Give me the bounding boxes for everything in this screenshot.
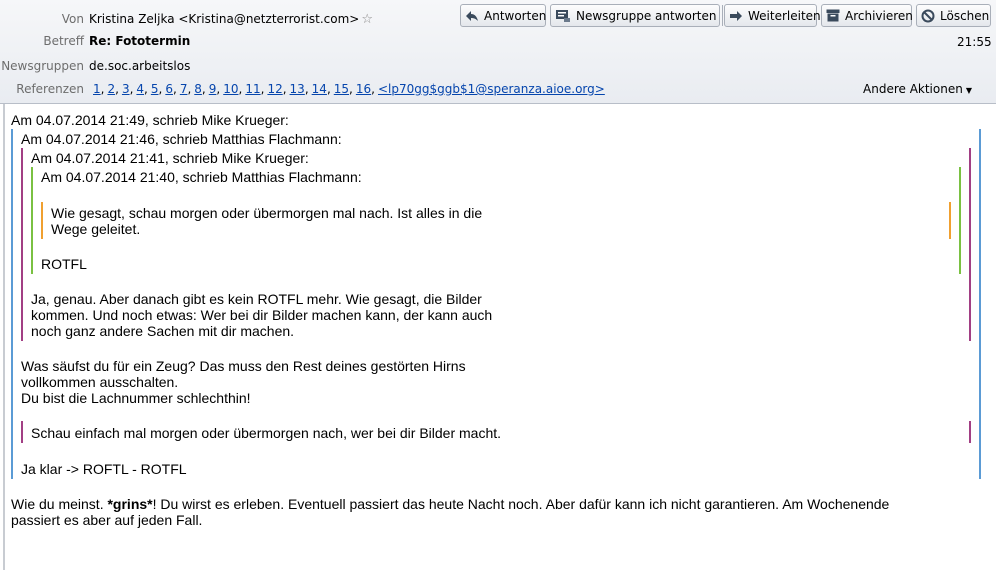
quoted-text-line: Ja, genau. Aber danach gibt es kein ROTFL mehr. Wie gesagt, die Bilder bbox=[31, 291, 482, 307]
quote-bar-level4 bbox=[41, 202, 43, 239]
quoted-text-line: Du bist die Lachnummer schlechthin! bbox=[21, 390, 251, 406]
forward-label: Weiterleiten bbox=[748, 8, 821, 23]
quote-bar-level1 bbox=[11, 129, 13, 479]
quote-bar-level2b bbox=[21, 421, 23, 443]
reference-link[interactable]: 16 bbox=[355, 82, 372, 96]
star-icon[interactable]: ☆ bbox=[361, 12, 374, 27]
quote-bar-level4-right bbox=[949, 202, 951, 239]
reply-label: Antworten bbox=[484, 8, 547, 23]
other-actions-label: Andere Aktionen bbox=[863, 82, 963, 96]
message-body bbox=[0, 104, 996, 570]
reference-link[interactable]: <lp70gg$ggb$1@speranza.aioe.org> bbox=[377, 82, 605, 96]
quoted-text-line: Wege geleitet. bbox=[51, 221, 141, 237]
references-label: Referenzen bbox=[16, 82, 84, 96]
reference-link[interactable]: 8 bbox=[194, 82, 202, 96]
reference-separator: , bbox=[100, 82, 105, 96]
references-list bbox=[93, 82, 605, 96]
quote-bar-level2b-right bbox=[969, 421, 971, 443]
delete-button[interactable] bbox=[916, 4, 991, 27]
reference-link[interactable]: 7 bbox=[179, 82, 188, 96]
reference-separator: , bbox=[115, 82, 119, 96]
quote-bar-level2 bbox=[21, 148, 23, 341]
from-label: Von bbox=[61, 12, 84, 26]
reference-separator: , bbox=[129, 82, 134, 96]
delete-label: Löschen bbox=[940, 8, 990, 23]
reference-link[interactable]: 6 bbox=[165, 82, 173, 96]
reference-separator: , bbox=[282, 82, 287, 96]
reference-link[interactable]: 3 bbox=[121, 82, 130, 96]
attribution-line: Am 04.07.2014 21:41, schrieb Mike Krueger: bbox=[31, 150, 309, 166]
reference-link[interactable]: 10 bbox=[223, 82, 239, 96]
quoted-text-line: Schau einfach mal morgen oder übermorgen nach, wer bei dir Bilder macht. bbox=[31, 425, 502, 441]
reference-link[interactable]: 4 bbox=[136, 82, 145, 96]
reference-separator: , bbox=[371, 82, 375, 96]
forward-button[interactable] bbox=[724, 4, 821, 27]
reference-separator: , bbox=[158, 82, 163, 96]
caret-down-icon: ▼ bbox=[965, 86, 972, 95]
reference-separator: , bbox=[201, 82, 206, 96]
quoted-text-line: Was säufst du für ein Zeug? Das muss den Rest deines gestörten Hirns bbox=[21, 358, 466, 374]
newsgroups-label: Newsgruppen bbox=[1, 59, 84, 73]
from-address[interactable]: Kristina Zeljka <Kristina@netzterrorist.com> bbox=[89, 12, 360, 26]
reference-separator: , bbox=[144, 82, 148, 96]
reference-link[interactable]: 11 bbox=[245, 82, 261, 96]
quoted-text-line: noch ganz andere Sachen mit dir machen. bbox=[31, 323, 295, 339]
other-actions-menu[interactable] bbox=[863, 82, 972, 96]
attribution-line: Am 04.07.2014 21:40, schrieb Matthias Flachmann: bbox=[41, 169, 362, 185]
forward-arrow-icon bbox=[729, 8, 743, 24]
reference-separator: , bbox=[304, 82, 309, 96]
reference-separator: , bbox=[238, 82, 243, 96]
reference-link[interactable]: 5 bbox=[150, 82, 159, 96]
newsgroup-icon bbox=[555, 8, 571, 24]
attribution-line: Am 04.07.2014 21:46, schrieb Matthias Flachmann: bbox=[21, 131, 342, 147]
quote-bar-level3-right bbox=[959, 167, 961, 274]
reference-link[interactable]: 15 bbox=[333, 82, 350, 96]
reference-link[interactable]: 13 bbox=[289, 82, 305, 96]
subject-value: Re: Fototermin bbox=[89, 34, 191, 48]
reference-separator: , bbox=[260, 82, 265, 96]
reply-button[interactable] bbox=[460, 4, 546, 27]
attribution-line: Am 04.07.2014 21:49, schrieb Mike Krueger: bbox=[11, 112, 289, 128]
subject-label: Betreff bbox=[43, 34, 84, 48]
newsgroups-value[interactable]: de.soc.arbeitslos bbox=[89, 59, 191, 73]
reference-separator: , bbox=[349, 82, 353, 96]
quoted-text-line: vollkommen ausschalten. bbox=[21, 374, 179, 390]
reference-separator: , bbox=[326, 82, 331, 96]
reference-separator: , bbox=[187, 82, 192, 96]
reply-text-segment: ! Du wirst es erleben. Eventuell passiert das heute Nacht noch. Aber dafür kann ich nicht garantieren. Am Wochenende bbox=[152, 496, 890, 512]
date-time: 21:55 bbox=[957, 35, 992, 49]
quote-bar-level3 bbox=[31, 167, 33, 274]
quote-bar-level2-right bbox=[969, 148, 971, 341]
quote-bar-level1-right bbox=[979, 129, 981, 479]
bold-emphasis: *grins* bbox=[107, 496, 153, 512]
quoted-text-line: kommen. Und noch etwas: Wer bei dir Bilder machen kann, der kann auch bbox=[31, 307, 493, 323]
reference-link[interactable]: 2 bbox=[107, 82, 116, 96]
reference-link[interactable]: 12 bbox=[267, 82, 283, 96]
no-entry-icon bbox=[921, 8, 935, 24]
reference-separator: , bbox=[216, 82, 221, 96]
reply-text-segment: Wie du meinst. bbox=[11, 496, 108, 512]
archive-box-icon bbox=[826, 8, 840, 24]
reply-newsgroup-label: Newsgruppe antworten bbox=[576, 8, 717, 23]
quoted-text-line: ROTFL bbox=[41, 256, 87, 272]
reply-arrow-icon bbox=[465, 8, 479, 24]
from-value[interactable] bbox=[89, 12, 373, 27]
reply-text-line bbox=[11, 496, 889, 512]
reference-link[interactable]: 14 bbox=[311, 82, 327, 96]
reference-separator: , bbox=[172, 82, 177, 96]
archive-label: Archivieren bbox=[845, 8, 913, 23]
reference-link[interactable]: 9 bbox=[208, 82, 217, 96]
reference-link[interactable]: 1 bbox=[93, 82, 101, 96]
reply-newsgroup-button[interactable] bbox=[550, 4, 720, 27]
reply-text-line: passiert es aber auf jeden Fall. bbox=[11, 512, 203, 528]
archive-button[interactable] bbox=[821, 4, 912, 27]
message-header bbox=[0, 0, 996, 104]
quoted-text-line: Ja klar -> ROFTL - ROTFL bbox=[21, 461, 187, 477]
quoted-text-line: Wie gesagt, schau morgen oder übermorgen mal nach. Ist alles in die bbox=[51, 205, 483, 221]
